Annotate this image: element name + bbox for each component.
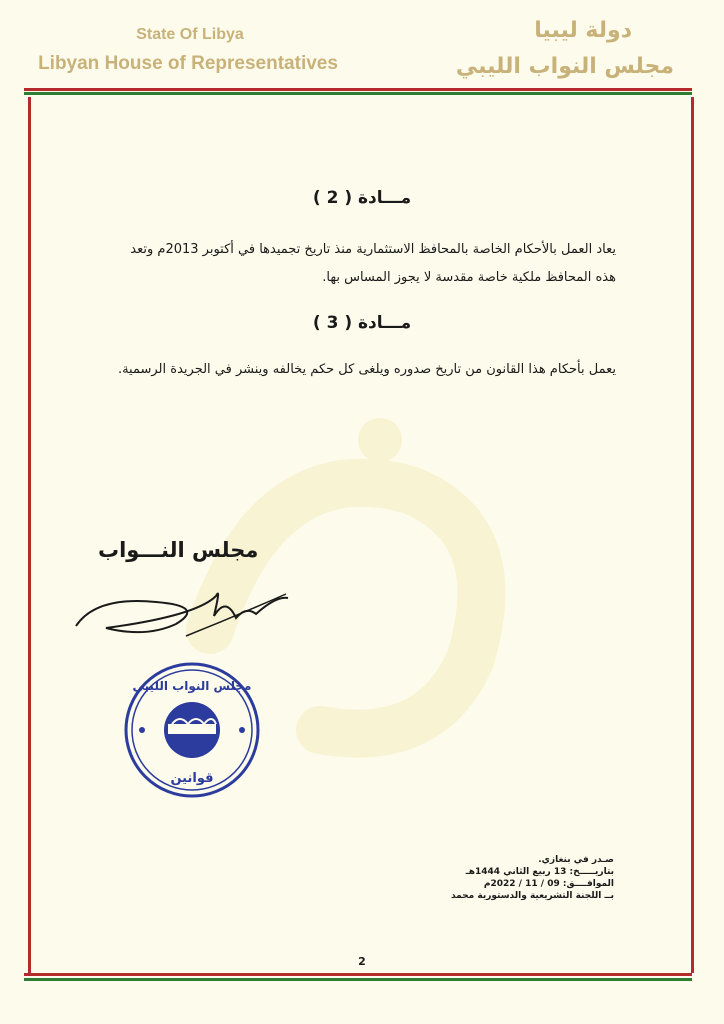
header-house-ar: مجلس النواب الليبي	[455, 54, 674, 79]
header-rule-green	[24, 92, 692, 95]
issue-committee-name: بــ اللجنة التشريعية والدستورية	[477, 891, 614, 901]
header-rule-red	[24, 88, 692, 91]
issue-author: محمد	[450, 891, 475, 901]
issue-place: صـدر في بنغازي.	[538, 855, 614, 865]
official-seal	[122, 660, 262, 800]
header-state-ar: دولة ليبيا	[534, 18, 632, 43]
page-number: 2	[358, 955, 366, 968]
footer-rule-green	[24, 978, 692, 981]
article-3-text: يعمل بأحكام هذا القانون من تاريخ صدوره ويلغى كل حكم يخالفه وينشر في الجريدة الرسمية.	[117, 362, 616, 377]
article-2-title: مـــادة ( 2 )	[312, 188, 412, 208]
issue-date-gregorian: الموافــــق: 09 / 11 / 2022م	[483, 879, 614, 889]
footer-rule-red	[24, 973, 692, 976]
header-state-en: State Of Libya	[136, 26, 244, 43]
handwritten-signature	[66, 576, 296, 646]
article-2-text: يعاد العمل بالأحكام الخاصة بالمحافظ الاستثمارية منذ تاريخ تجميدها في أكتوبر 2013م وتعد هذه المحافظ ملكية خاصة مقدسة لا يجوز المساس بها.	[130, 242, 616, 285]
header-house-en: Libyan House of Representatives	[38, 53, 338, 74]
issue-committee	[451, 891, 614, 901]
council-signature-label: مجلس النـــواب	[98, 538, 259, 562]
article-3-title: مـــادة ( 3 )	[312, 313, 412, 333]
issue-date-hijri: بتاريـــــخ: 13 ربيع الثاني 1444هـ	[465, 867, 614, 877]
seal-bottom-text: قوانين	[170, 771, 214, 786]
seal-top-text: مجلس النواب الليبي	[132, 679, 252, 693]
